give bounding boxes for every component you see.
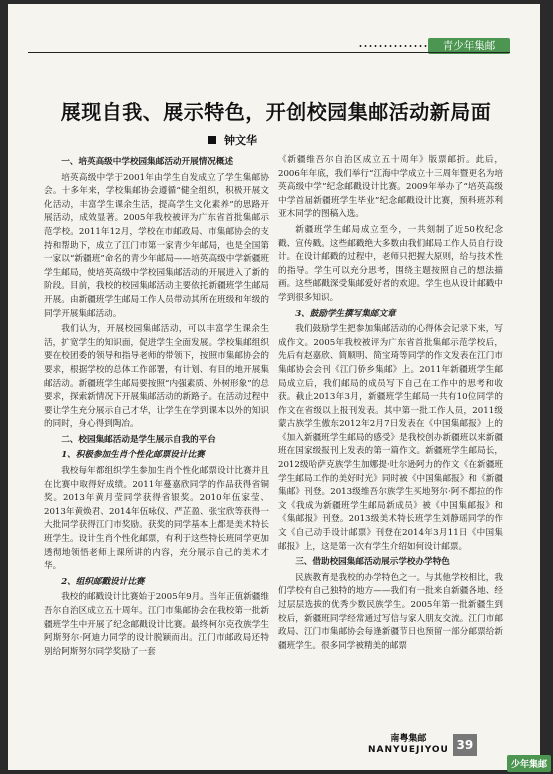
paragraph: 我校每年都组织学生参加生肖个性化邮票设计比赛并且在比赛中取得好成绩。2011年蔓嘉欣同学的作品获得省铜奖。2013年黄月莹同学获得省银奖。2010年伍家莹、2013年黄焕君、2014年伍咏仪、严芷盈、张宝欣等获得一大批同学获得江门市奖励。获奖的同学基本上都是美术特长班学生。设计生肖个性化邮票，有利于这些特长班同学更加透彻地领悟老师上课所讲的内容，充分展示自己的美术才华。 — [44, 466, 269, 572]
author-line — [208, 132, 257, 148]
page-footer — [368, 734, 477, 756]
section-heading: 3、鼓励学生撰写集邮文章 — [295, 308, 396, 319]
paragraph: 我校的邮戳设计比赛始于2005年9月。当年正值新疆维吾尔自治区成立五十周年。江门市集邮协会在我校第一批新疆班学生中开展了纪念邮戳设计比赛。最终柯尔克孜族学生阿斯努尔·阿迪力同学的设计脱颖而出。江门市邮政局还特别给阿斯努尔同学奖励了一套 — [44, 592, 269, 657]
section-heading: 2、组织邮戳设计比赛 — [61, 576, 145, 587]
author-bullet-icon — [208, 136, 216, 144]
watermark-logo: 少年集邮 — [507, 755, 551, 772]
paragraph: 培英高级中学于2001年由学生自发成立了学生集邮协会。十多年来，学校集邮协会遵循“健全组织，积极开展文化活动，丰富学生课余生活，提高学生文化素养”的思路开展活动，成效显著。2005年我校被评为广东省首批集邮示范学校。2011年12月，学校在市邮政局、市集邮协会的支持和帮助下，成立了江门市第一家青少年邮局，也是全国第一家以“新疆班”命名的青少年邮局——培英高级中学新疆班学生邮局，使培英高级中学校园集邮活动的开展进入了新的阶段。目前，我校的校园集邮活动主要依托新疆班学生邮局开展。由新疆班学生邮局工作人员带动其所在班级和年级的同学开展集邮活动。 — [44, 172, 269, 319]
header-dot-rule — [358, 44, 434, 48]
column-label-badge: 青少年集邮 — [428, 38, 510, 54]
paragraph: 我们认为，开展校园集邮活动，可以丰富学生课余生活，扩宽学生的知识面，促进学生全面发展。学校集邮组织要在校团委的领导和指导老师的带领下，按照市集邮协会的要求，根据学校的总体工作部署，有计划、有目的地开展集邮活动。新疆班学生邮局要按照“内强素质、外树形象”的总要求，探索新情况下开展集邮活动的新路子。在活动过程中要让学生充分展示自己才华，让学生在学到课本以外的知识的同时，身心得到陶冶。 — [44, 324, 269, 430]
section-heading: 二、校园集邮活动是学生展示自我的平台 — [61, 434, 216, 445]
right-text-column — [278, 154, 503, 655]
paragraph: 民族教育是我校的办学特色之一。与其他学校相比，我们学校有自己独特的地方——我们有一批来自新疆各地、经过层层选拔的优秀少数民族学生。2005年第一批新疆生到校后，新疆班同学经常通过写信与家人朋友交流。江门市邮政局、江门市集邮协会每逢新疆节日也预留一部分邮票给新疆班学生。很多同学被精美的邮票 — [278, 572, 503, 651]
page-number: 39 — [453, 734, 477, 756]
magazine-name: 南粤集邮 — [390, 734, 427, 744]
section-heading: 1、积极参加生肖个性化邮票设计比赛 — [61, 450, 205, 461]
magazine-pinyin: NANYUEJIYOU — [368, 745, 449, 755]
paragraph: 《新疆维吾尔自治区成立五十周年》版票邮折。此后，2006年年底，我们举行“江海中学成立十三周年暨更名为培英高级中学”纪念邮戳设计比赛。2009年举办了“培英高级中学首届新疆班学生毕业”纪念邮戳设计比赛，预科班苏利亚木同学的图稿入选。 — [278, 155, 503, 220]
section-heading: 一、培英高级中学校园集邮活动开展情况概述 — [61, 157, 234, 167]
paragraph: 我们鼓励学生把参加集邮活动的心得体会记录下来，写成作文。2005年我校被评为广东省首批集邮示范学校后，先后有赵嘉欣、简顺明、简宝琦等同学的作文发表在江门市集邮协会会刊《江门侨乡集邮》上。2011年新疆班学生邮局成立后，我们邮局的成员写下自己在工作中的思考和收获。截止2013年3月，新疆班学生邮局一共有10位同学的作文在省级以上报刊发表。其中第一批工作人员，2011级蒙古族学生傲东2012年2月7日发表在《中国集邮报》上的《加入新疆班学生邮局的感受》是我校创办新疆班以来新疆班在国家级报刊上发表的第一篇作文。新疆班学生邮局长，2012级哈萨克族学生加娜提·吐尔逊阿力的作文《在新疆班学生邮局工作的美好时光》同时被《中国集邮报》和《新疆集邮》刊登。2013级维吾尔族学生买地努尔·阿不都拉的作文《我成为新疆班学生邮局新成员》被《中国集邮报》和《集邮报》刊登。2013级美术特长班学生刘静瑶同学的作文《自己动手设计邮票》刊登在2014年3月11日《中国集邮报》上，这是第一次有学生介绍如何设计邮票。 — [278, 324, 503, 552]
left-text-column — [44, 154, 269, 661]
paragraph: 新疆班学生邮局成立至今，一共刻制了近50枚纪念戳、宣传戳。这些邮戳绝大多数由我们邮局工作人员自行设计。在设计邮戳的过程中，老师只把握大原则，给与技术性的指导。学生可以充分思考，围绕主题按照自己的想法描画。这些邮戳深受集邮爱好者的欢迎。学生也从设计邮戳中学到很多知识。 — [278, 224, 503, 303]
section-heading: 三、借助校园集邮活动展示学校办学特色 — [295, 557, 450, 568]
magazine-page — [8, 4, 540, 770]
magazine-masthead — [368, 734, 449, 756]
article-title: 展现自我、展示特色，开创校园集邮活动新局面 — [60, 100, 492, 124]
header-rule — [28, 52, 510, 53]
article-author: 钟文华 — [224, 134, 257, 147]
